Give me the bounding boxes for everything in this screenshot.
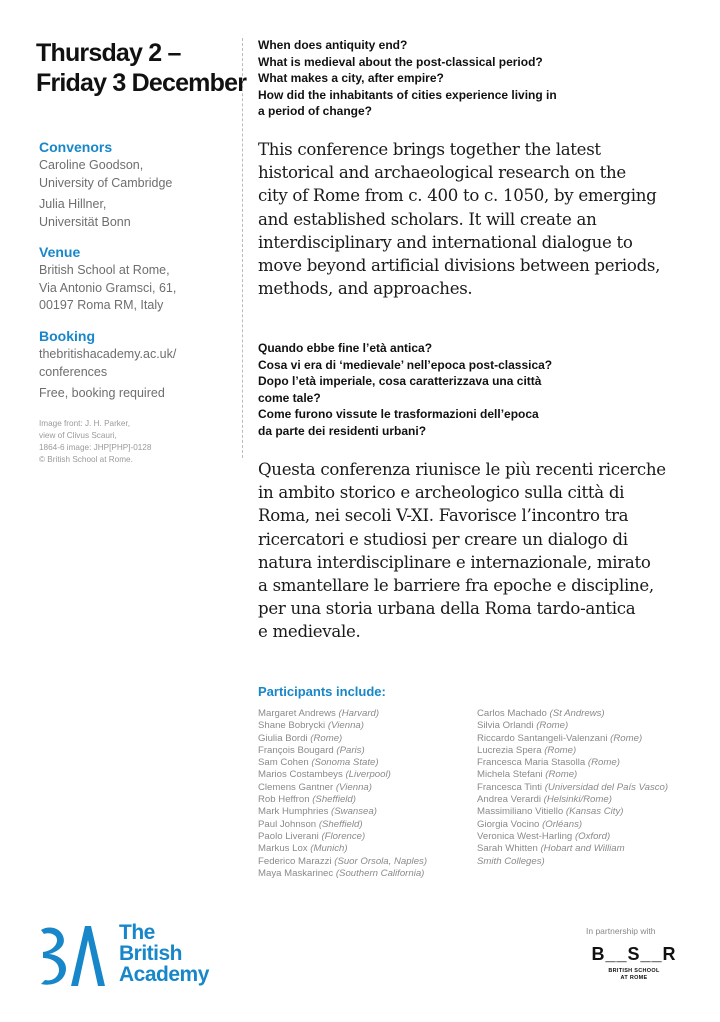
booking-url-line: thebritishacademy.ac.uk/ <box>39 347 177 361</box>
participant-item <box>477 757 687 769</box>
body-line: per una storia urbana della Roma tardo-antica <box>258 599 636 619</box>
british-academy-mark-icon <box>37 924 107 988</box>
convenors-section <box>39 139 224 231</box>
participant-institution: (Southern California) <box>335 867 425 879</box>
body-line: natura interdisciplinare e internazionale, mirato <box>258 552 651 572</box>
column-divider <box>242 38 243 458</box>
participant-institution: (Sheffield) <box>318 818 363 830</box>
participant-item <box>258 769 468 781</box>
participant-name: Veronica West-Harling <box>477 830 573 842</box>
participant-item <box>258 782 468 794</box>
description-english <box>258 138 688 300</box>
credit-line: Image front: J. H. Parker, <box>39 419 131 428</box>
participant-item <box>477 831 687 843</box>
partnership-label: In partnership with <box>586 926 656 936</box>
venue-heading: Venue <box>39 244 81 260</box>
participant-institution: (Vienna) <box>335 781 372 793</box>
question: When does antiquity end? <box>258 38 408 52</box>
bsr-subtitle-2: AT ROME <box>620 975 648 981</box>
bsr-subtitle-1: BRITISH SCHOOL <box>608 968 660 974</box>
participant-item <box>258 720 468 732</box>
participant-name: Maya Maskarinec <box>258 867 334 879</box>
logo-line: The <box>119 921 155 944</box>
participant-name: Paolo Liverani <box>258 830 319 842</box>
participant-institution: (Rome) <box>610 732 643 744</box>
participant-name: Francesca Maria Stasolla <box>477 757 586 769</box>
participant-item <box>477 782 687 794</box>
venue-section <box>39 244 224 315</box>
body-line: move beyond artificial divisions between periods, <box>258 256 661 276</box>
participant-item <box>258 745 468 757</box>
participant-name: Giorgia Vocino <box>477 818 540 830</box>
question: How did the inhabitants of cities experience living in <box>258 87 557 102</box>
participant-name: Giulia Bordi <box>258 732 308 744</box>
participant-item <box>258 843 468 855</box>
participant-institution: (Rome) <box>536 720 569 732</box>
participant-name: Rob Heffron <box>258 794 310 806</box>
participant-name: Riccardo Santangeli-Valenzani <box>477 732 608 744</box>
participant-name: Massimiliano Vitiello <box>477 806 564 818</box>
participant-institution: (Oxford) <box>574 830 611 842</box>
convenor-2 <box>39 196 224 231</box>
participant-name: Margaret Andrews <box>258 708 336 719</box>
participant-institution: (Rome) <box>587 757 620 769</box>
convenors-heading: Convenors <box>39 139 113 155</box>
participant-name: Paul Johnson <box>258 818 317 830</box>
participant-name: Sam Cohen <box>258 757 309 769</box>
participant-item <box>258 806 468 818</box>
event-date <box>36 38 246 98</box>
question: Come furono vissute le trasformazioni dell’epoca <box>258 407 539 422</box>
participant-name: Francesca Tinti <box>477 781 543 793</box>
body-line: a smantellare le barriere fra epoche e discipline, <box>258 576 654 596</box>
body-line: city of Rome from c. 400 to c. 1050, by emerging <box>258 186 657 206</box>
british-academy-logo <box>37 922 259 992</box>
question: Dopo l’età imperiale, cosa caratterizzava una città <box>258 374 542 389</box>
question: come tale? <box>258 390 321 405</box>
participant-name: Sarah Whitten <box>477 843 538 855</box>
participant-institution: (Hobart and William <box>540 843 625 855</box>
participant-institution: (Orléans) <box>542 818 583 830</box>
venue-line: 00197 Roma RM, Italy <box>39 298 164 312</box>
participant-name: Andrea Verardi <box>477 794 541 806</box>
participant-item <box>258 708 468 720</box>
venue-line: Via Antonio Gramsci, 61, <box>39 280 177 295</box>
participant-item <box>258 757 468 769</box>
participant-institution: (Harvard) <box>338 708 380 719</box>
logo-line: Academy <box>119 963 209 986</box>
participant-item <box>477 806 687 818</box>
participant-name: Federico Marazzi <box>258 855 332 867</box>
participant-institution: (Suor Orsola, Naples) <box>334 855 428 867</box>
participant-institution: (Liverpool) <box>345 769 391 781</box>
participant-institution: (Sheffield) <box>312 794 356 806</box>
participant-item <box>258 831 468 843</box>
participant-item <box>477 843 687 855</box>
body-line: Roma, nei secoli V-XI. Favorisce l’incontro tra <box>258 506 629 526</box>
participant-name: Lucrezia Spera <box>477 744 542 756</box>
participant-item <box>477 708 687 720</box>
participant-institution: (St Andrews) <box>549 708 605 719</box>
booking-link[interactable] <box>39 346 224 381</box>
participant-name: Marios Costambeys <box>258 769 343 781</box>
body-line: Questa conferenza riunisce le più recenti ricerche <box>258 460 666 479</box>
participant-institution: (Swansea) <box>331 806 377 818</box>
participant-name: Michela Stefani <box>477 769 543 781</box>
participant-item <box>258 794 468 806</box>
participant-name: Markus Lox <box>258 843 308 855</box>
credit-line: 1864-6 image: JHP[PHP]-0128 <box>39 443 152 452</box>
body-line: historical and archaeological research on the <box>258 163 626 183</box>
bsr-logo <box>586 944 682 982</box>
question: a period of change? <box>258 104 373 119</box>
body-line: This conference brings together the latest <box>258 140 601 159</box>
participant-item <box>477 720 687 732</box>
participant-name: Shane Bobrycki <box>258 720 326 732</box>
body-line: and established scholars. It will create an <box>258 209 597 229</box>
body-line: in ambito storico e archeologico sulla città di <box>258 483 625 503</box>
body-line: ricercatori e studiosi per creare un dialogo di <box>258 529 628 549</box>
credit-line: © British School at Rome. <box>39 455 133 464</box>
participant-item <box>477 794 687 806</box>
participant-institution: (Helsinki/Rome) <box>543 794 612 806</box>
participant-item <box>258 868 468 880</box>
participant-name: Silvia Orlandi <box>477 720 534 732</box>
logo-line: British <box>119 942 183 965</box>
participants-heading: Participants include: <box>258 684 386 699</box>
questions-english <box>258 37 678 120</box>
question: da parte dei residenti urbani? <box>258 423 427 438</box>
booking-url-line: conferences <box>39 364 108 379</box>
body-line: interdisciplinary and international dialogue to <box>258 232 633 252</box>
participant-item <box>477 819 687 831</box>
participant-name: Clemens Gantner <box>258 781 334 793</box>
bsr-letters: B__S__R <box>591 944 677 964</box>
booking-note: Free, booking required <box>39 386 165 400</box>
participant-item <box>258 733 468 745</box>
description-italian <box>258 458 688 644</box>
body-line: e medievale. <box>258 622 361 642</box>
date-line-2: Friday 3 December <box>36 69 247 97</box>
convenor-1-name: Caroline Goodson, <box>39 158 144 172</box>
participant-institution: (Rome) <box>545 769 578 781</box>
convenor-1 <box>39 157 224 192</box>
participant-item <box>477 769 687 781</box>
participant-institution: Smith Colleges) <box>477 855 545 867</box>
participant-institution: (Vienna) <box>327 720 364 732</box>
participants-column-2 <box>477 708 687 868</box>
convenor-2-affiliation: Universität Bonn <box>39 214 131 229</box>
body-line: methods, and approaches. <box>258 279 473 299</box>
question: What makes a city, after empire? <box>258 71 444 86</box>
participant-institution: (Munich) <box>310 843 348 855</box>
image-credit <box>39 418 224 466</box>
question: Quando ebbe fine l’età antica? <box>258 341 433 355</box>
participant-name: Carlos Machado <box>477 708 547 719</box>
booking-section <box>39 328 224 403</box>
participants-column-1 <box>258 708 468 880</box>
participant-institution: (Universidad del País Vasco) <box>544 781 669 793</box>
participant-name: François Bougard <box>258 744 334 756</box>
participant-item <box>477 856 687 868</box>
participant-item <box>258 856 468 868</box>
participant-institution: (Sonoma State) <box>311 757 379 769</box>
british-academy-wordmark <box>119 922 209 985</box>
convenor-2-name: Julia Hillner, <box>39 197 107 211</box>
participant-institution: (Florence) <box>321 830 366 842</box>
participant-item <box>477 733 687 745</box>
question: What is medieval about the post-classical period? <box>258 54 543 69</box>
venue-line: British School at Rome, <box>39 263 170 277</box>
participant-institution: (Paris) <box>336 744 365 756</box>
convenor-1-affiliation: University of Cambridge <box>39 175 173 190</box>
question: Cosa vi era di ‘medievale’ nell’epoca post-classica? <box>258 357 553 372</box>
credit-line: view of Clivus Scauri, <box>39 431 117 440</box>
participant-name: Mark Humphries <box>258 806 329 818</box>
date-line-1: Thursday 2 – <box>36 39 181 67</box>
participant-institution: (Kansas City) <box>565 806 624 818</box>
participant-institution: (Rome) <box>310 732 343 744</box>
participant-institution: (Rome) <box>544 744 577 756</box>
booking-heading: Booking <box>39 328 95 344</box>
participant-item <box>258 819 468 831</box>
venue-address <box>39 262 224 315</box>
participant-item <box>477 745 687 757</box>
questions-italian <box>258 340 678 440</box>
